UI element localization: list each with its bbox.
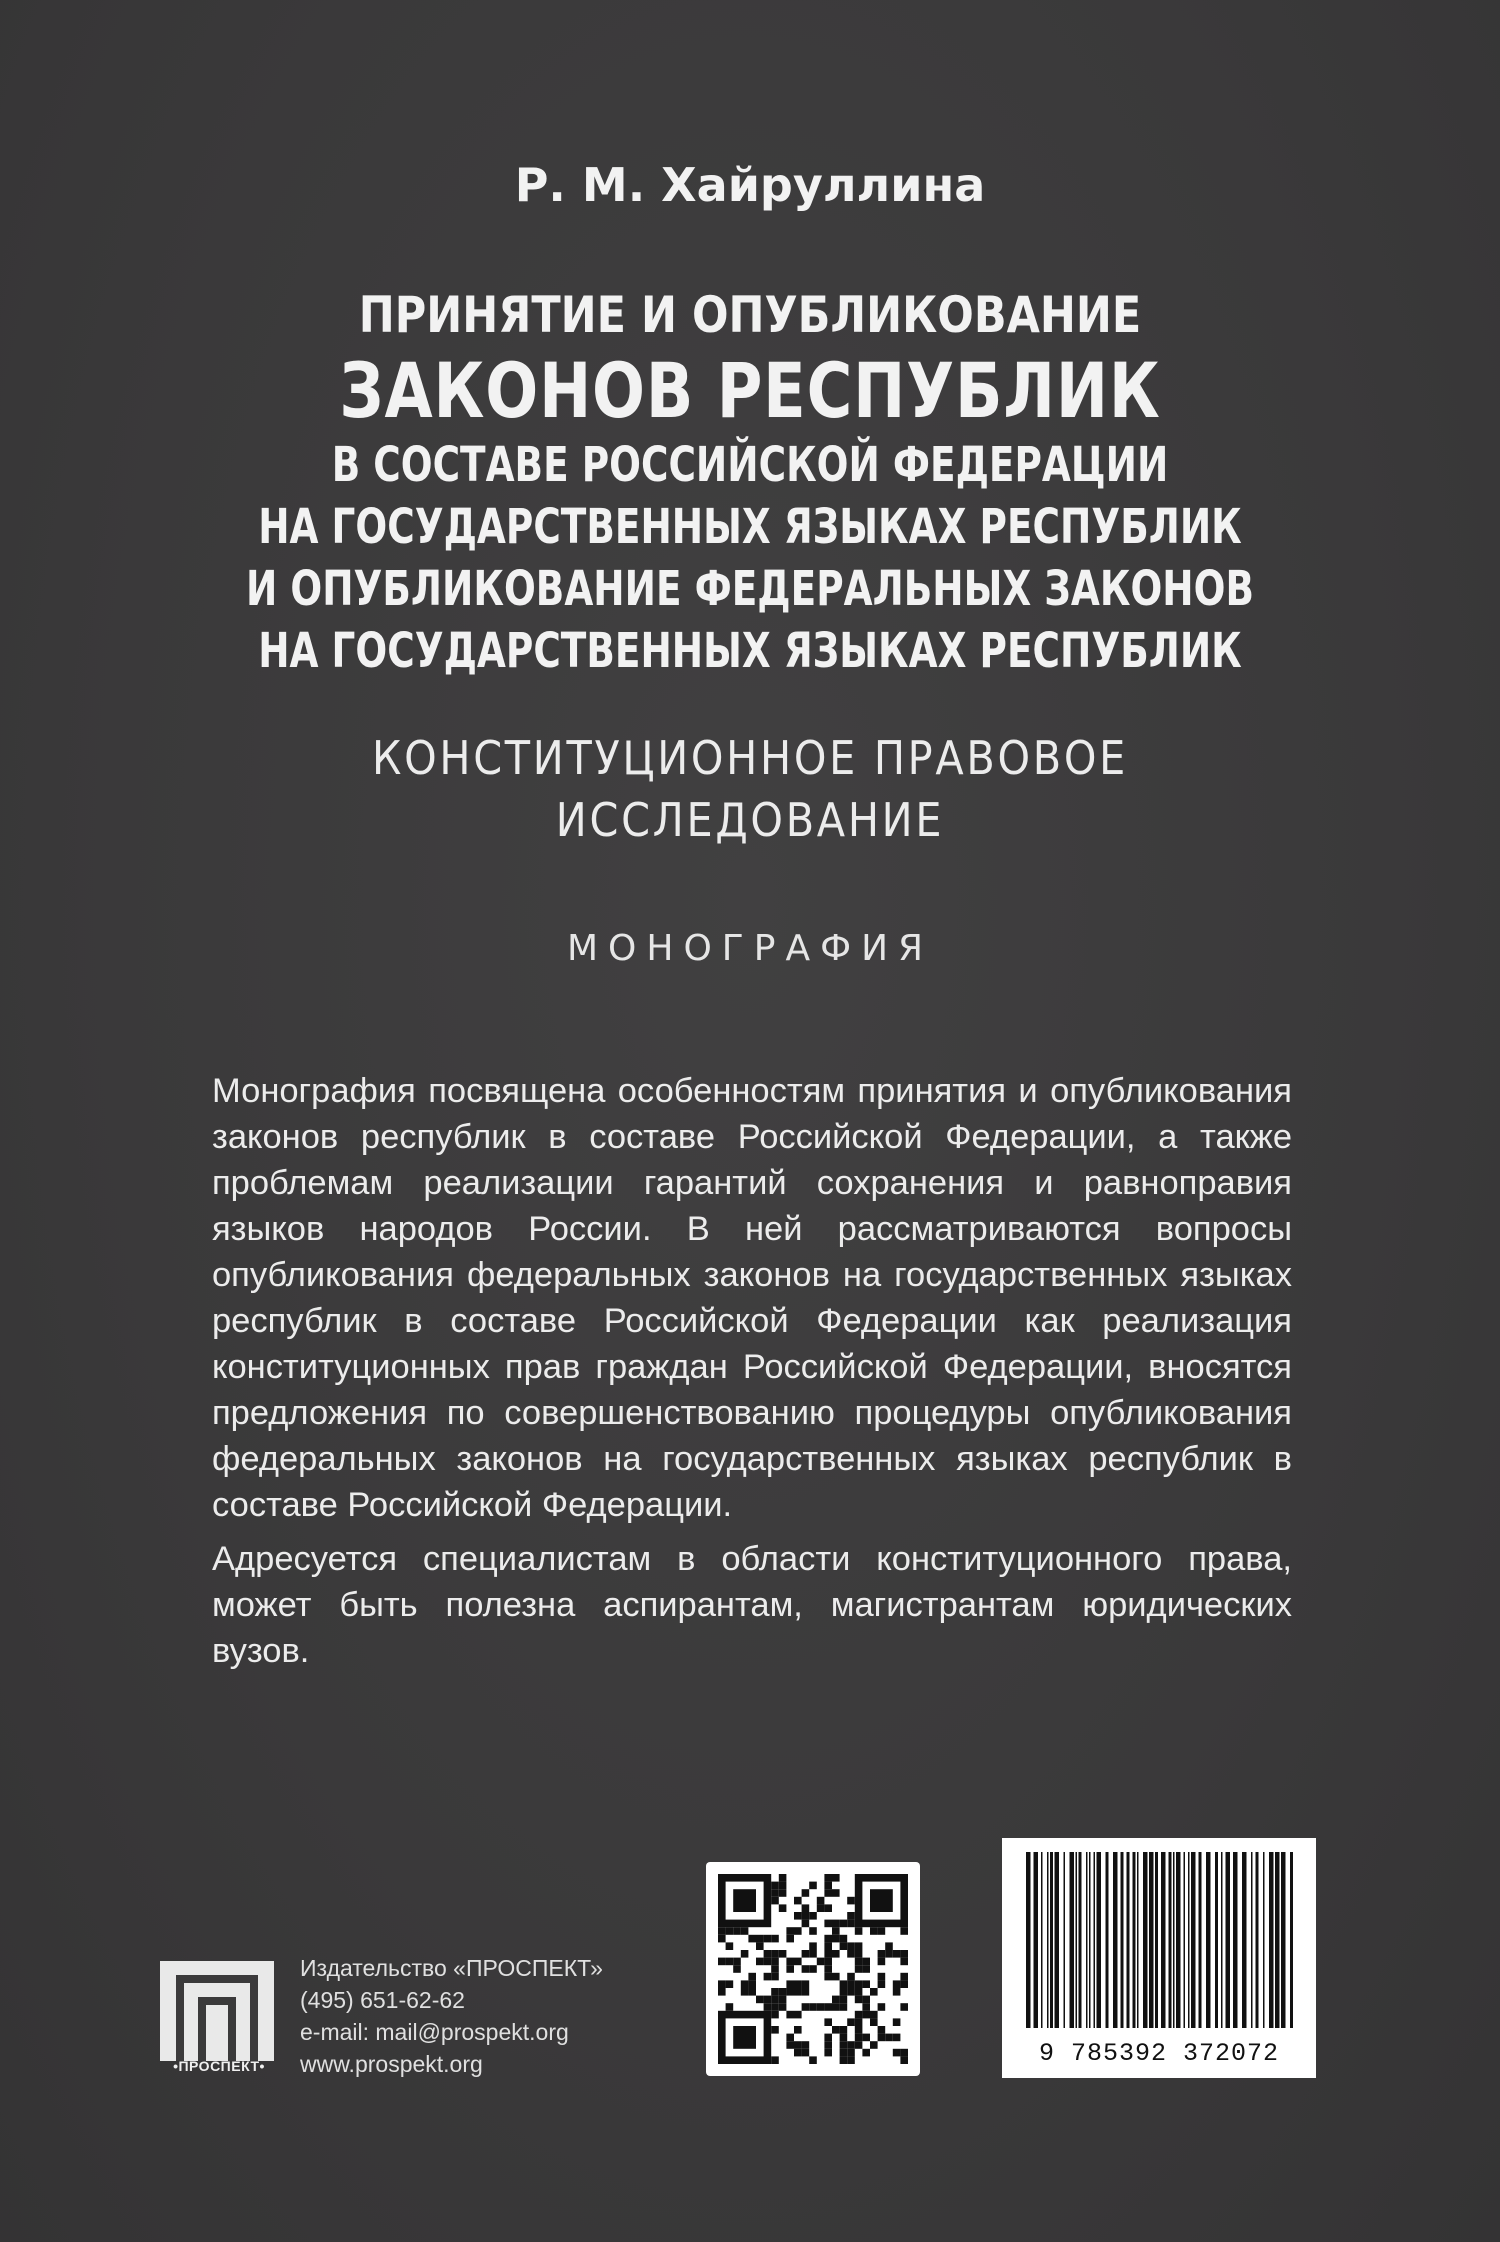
genre-label: МОНОГРАФИЯ	[566, 928, 934, 969]
qr-code	[706, 1862, 920, 2076]
title-line-4: НА ГОСУДАРСТВЕННЫХ ЯЗЫКАХ РЕСПУБЛИК	[258, 499, 1242, 555]
publisher-name: Издательство «ПРОСПЕКТ»	[300, 1955, 603, 1981]
annotation-paragraph-1: Монография посвящена особенностям принятия и опубликования законов республик в составе Российской Федерации, а также проблемам реализации гарантий сохранения и равноправия языков народов России. В ней рассматриваются вопросы опубликования федеральных законов на государственных языках республик в составе Российской Федерации как реализация конституционных прав граждан Российской Федерации, вносятся предложения по совершенствованию процедуры опубликования федеральных законов на государственных языках республик в составе Российской Федерации.	[212, 1072, 1292, 1524]
publisher-phone: (495) 651-62-62	[300, 1987, 465, 2013]
subtitle-line-1: КОНСТИТУЦИОННОЕ ПРАВОВОЕ	[371, 731, 1128, 785]
publisher-logo-label: •ПРОСПЕКТ•	[173, 2058, 265, 2074]
qr-code-icon	[706, 1862, 920, 2076]
title-line-2: ЗАКОНОВ РЕСПУБЛИК	[339, 346, 1161, 435]
title-line-5: И ОПУБЛИКОВАНИЕ ФЕДЕРАЛЬНЫХ ЗАКОНОВ	[245, 561, 1254, 617]
publisher-email: e-mail: mail@prospekt.org	[300, 2019, 569, 2045]
annotation	[212, 1068, 1292, 1674]
publisher-info	[300, 1952, 603, 2080]
annotation-paragraph-2: Адресуется специалистам в области конституционного права, может быть полезна аспирантам, магистрантам юридических вузов.	[212, 1540, 1292, 1670]
book-title	[0, 282, 1500, 682]
publisher-logo-icon	[152, 1955, 282, 2075]
subtitle-line-2: ИССЛЕДОВАНИЕ	[555, 793, 945, 847]
isbn-number: 9 785392 372072	[1038, 2039, 1280, 2068]
barcode	[1002, 1838, 1316, 2078]
book-subtitle	[75, 727, 1425, 851]
title-line-6: НА ГОСУДАРСТВЕННЫХ ЯЗЫКАХ РЕСПУБЛИК	[258, 623, 1242, 679]
barcode-icon	[1002, 1838, 1316, 2038]
author-name: Р. М. Хайруллина	[514, 158, 986, 212]
title-line-1: ПРИНЯТИЕ И ОПУБЛИКОВАНИЕ	[358, 286, 1142, 344]
publisher-website: www.prospekt.org	[300, 2051, 483, 2077]
title-line-3: В СОСТАВЕ РОССИЙСКОЙ ФЕДЕРАЦИИ	[331, 437, 1169, 493]
